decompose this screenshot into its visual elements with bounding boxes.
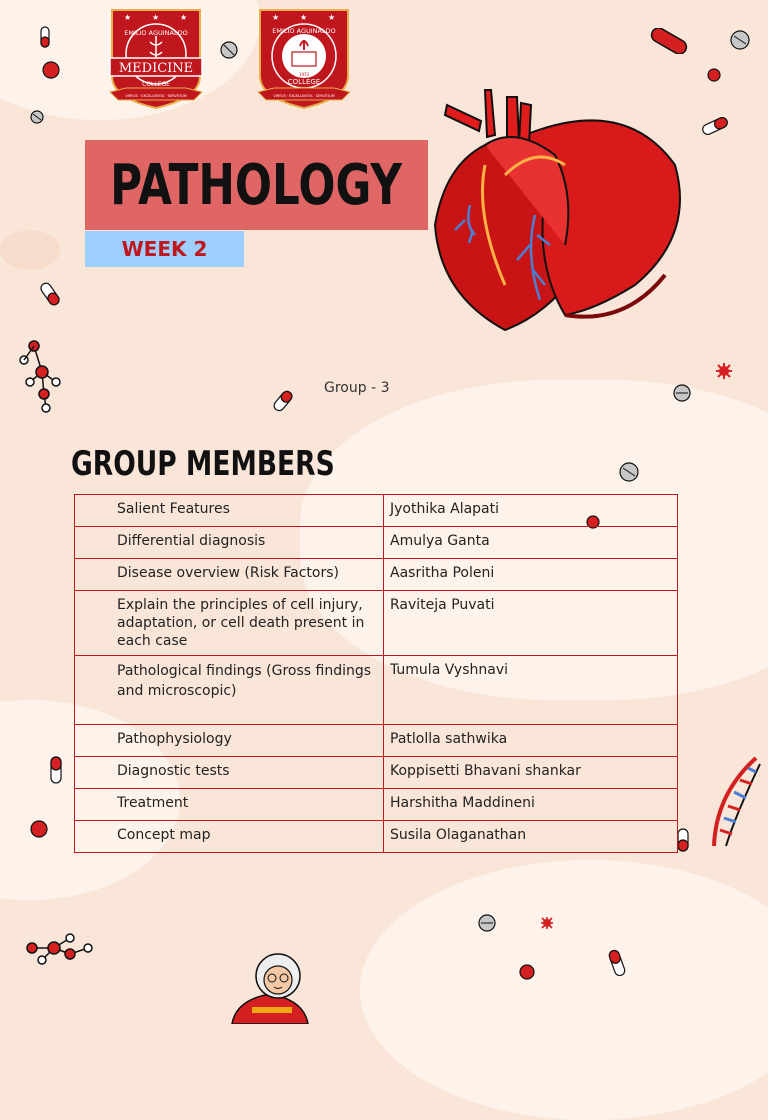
group-members-table: [74, 494, 678, 853]
task-cell: Explain the principles of cell injury, adaptation, or cell death present in each case: [75, 591, 384, 656]
svg-text:★: ★: [272, 13, 280, 22]
pill-icon: [38, 280, 62, 308]
task-cell: Pathological findings (Gross findings and microscopic): [75, 656, 384, 725]
heart-illustration: [425, 85, 690, 345]
dna-icon: [706, 754, 764, 850]
molecule-icon: [16, 338, 66, 416]
task-cell: Diagnostic tests: [75, 757, 384, 789]
member-cell: Aasritha Poleni: [384, 559, 678, 591]
group-members-heading: GROUP MEMBERS: [71, 444, 335, 484]
tablet-icon: [478, 914, 496, 932]
task-cell: Disease overview (Risk Factors): [75, 559, 384, 591]
tablet-icon: [220, 41, 238, 59]
logo-name: MEDICINE: [118, 61, 194, 76]
virus-icon: [540, 916, 554, 930]
member-cell: Raviteja Puvati: [384, 591, 678, 656]
background-blob: [360, 860, 768, 1120]
tablet-icon: [673, 384, 691, 402]
pill-icon: [676, 828, 690, 852]
week-banner: [85, 231, 244, 267]
member-cell: Amulya Ganta: [384, 527, 678, 559]
member-cell: Patlolla sathwika: [384, 725, 678, 757]
table-row: [75, 789, 678, 821]
grandmother-illustration: [222, 950, 318, 1024]
member-cell: Koppisetti Bhavani shankar: [384, 757, 678, 789]
logo-year: 1973: [298, 72, 310, 77]
member-cell: Harshitha Maddineni: [384, 789, 678, 821]
task-cell: Differential diagnosis: [75, 527, 384, 559]
table-row: [75, 559, 678, 591]
logo-sub: COLLEGE: [142, 81, 170, 88]
group-label: Group - 3: [324, 380, 390, 396]
page-title: PATHOLOGY: [110, 152, 403, 218]
logo-motto: VIRTUS · EXCELLENTIA · SERVITIUM: [125, 94, 187, 98]
background-blob: [0, 230, 60, 270]
logo-name: COLLEGE: [287, 78, 321, 86]
tablet-icon: [730, 30, 750, 50]
logo-ring-text: EMILIO AGUINALDO: [124, 29, 188, 37]
task-cell: Treatment: [75, 789, 384, 821]
member-cell: Tumula Vyshnavi: [384, 656, 678, 725]
pill-icon: [48, 756, 64, 784]
pill-icon: [700, 116, 730, 136]
member-cell: Susila Olaganathan: [384, 821, 678, 853]
pill-icon: [38, 26, 52, 48]
tablet-icon: [30, 110, 44, 124]
svg-text:★: ★: [152, 13, 160, 22]
table-row: [75, 821, 678, 853]
pill-icon: [604, 948, 630, 978]
svg-text:★: ★: [300, 13, 308, 22]
table-row: [75, 757, 678, 789]
pill-icon: [270, 388, 296, 414]
table-row: [75, 591, 678, 656]
logo-ring-text: EMILIO AGUINALDO: [272, 27, 336, 35]
task-cell: Pathophysiology: [75, 725, 384, 757]
virus-icon: [715, 362, 733, 380]
red-tablet-icon: [519, 964, 535, 980]
svg-text:★: ★: [124, 13, 132, 22]
task-cell: Concept map: [75, 821, 384, 853]
red-tablet-icon: [42, 61, 60, 79]
table-row: [75, 656, 678, 725]
member-cell: Jyothika Alapati: [384, 495, 678, 527]
red-tablet-icon: [30, 820, 48, 838]
logo-motto: VIRTUS · EXCELLENTIA · SERVITIUM: [273, 94, 335, 98]
svg-text:★: ★: [180, 13, 188, 22]
pill-icon: [648, 28, 690, 54]
medicine-college-logo: [106, 6, 206, 110]
tablet-icon: [619, 462, 639, 482]
table-row: [75, 725, 678, 757]
emilio-aguinaldo-college-logo: [254, 6, 354, 110]
molecule-icon: [24, 930, 98, 970]
table-row: [75, 527, 678, 559]
week-label: WEEK 2: [121, 237, 208, 261]
table-row: [75, 495, 678, 527]
task-cell: Salient Features: [75, 495, 384, 527]
title-banner: [85, 140, 428, 230]
red-tablet-icon: [707, 68, 721, 82]
svg-text:★: ★: [328, 13, 336, 22]
